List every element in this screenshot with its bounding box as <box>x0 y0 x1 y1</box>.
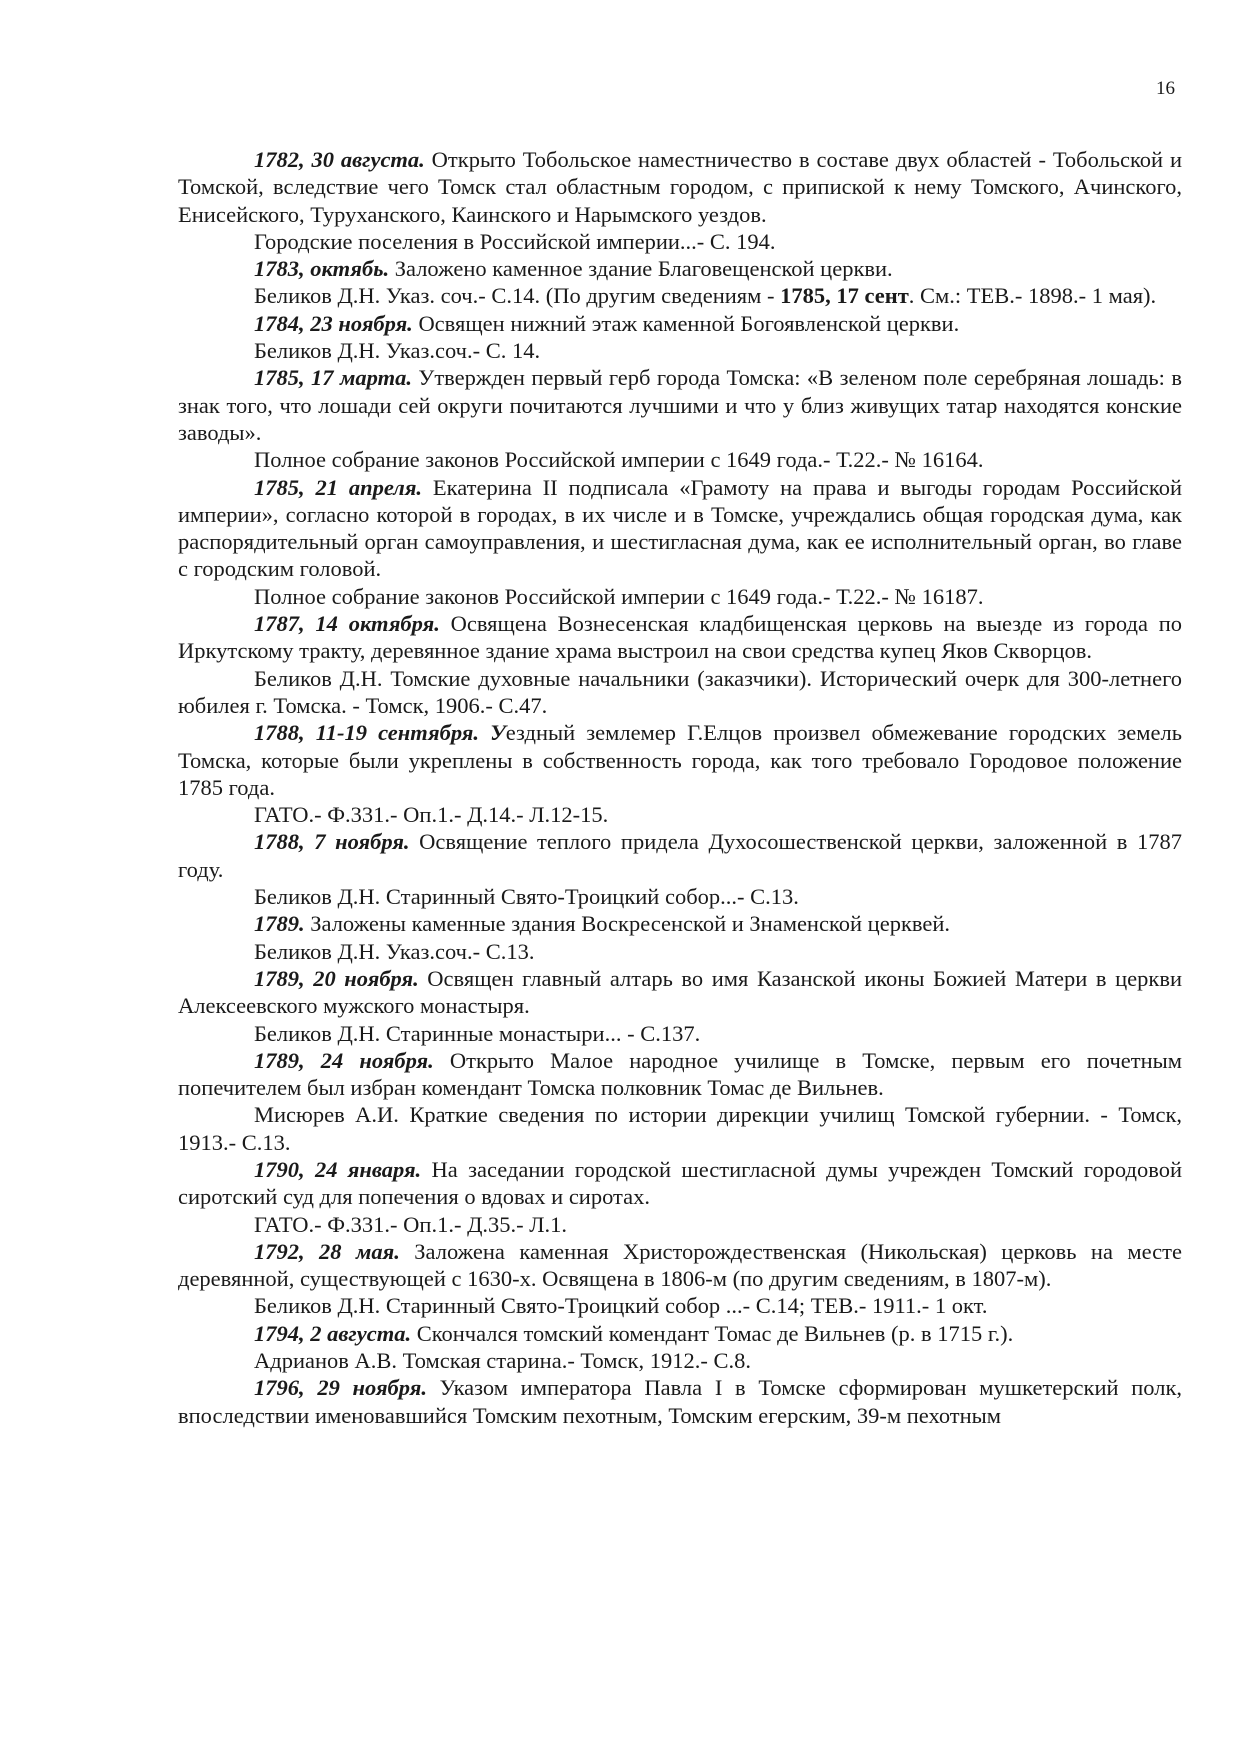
citation-text: Полное собрание законов Российской империи с 1649 года.- Т.22.- № 16164. <box>254 447 984 473</box>
source-citation <box>178 1292 1182 1319</box>
chronicle-entry <box>178 1238 1182 1293</box>
entry-date: 1796, 29 ноября. <box>254 1375 427 1401</box>
chronicle-entry <box>178 910 1182 937</box>
entry-text: Открыто Малое народное училище в Томске, первым его почетным попечителем был избран комендант Томска полковник Томас де Вильнев. <box>178 1047 1182 1101</box>
entry-text: Заложено каменное здание Благовещенской церкви. <box>389 256 893 282</box>
entry-date: 1789, 24 ноября. <box>254 1047 434 1073</box>
chronicle-entry <box>178 364 1182 446</box>
citation-text: Адрианов А.В. Томская старина.- Томск, 1912.- С.8. <box>254 1348 751 1374</box>
citation-text: Беликов Д.Н. Старинные монастыри... - С.137. <box>254 1020 701 1046</box>
citation-text: Полное собрание законов Российской империи с 1649 года.- Т.22.- № 16187. <box>254 583 984 609</box>
entry-date: 1782, 30 августа. <box>254 147 425 172</box>
chronicle-entry <box>178 1156 1182 1211</box>
citation-text: Беликов Д.Н. Старинный Свято-Троицкий собор ...- С.14; ТЕВ.- 1911.- 1 окт. <box>254 1293 988 1319</box>
entry-text: Заложены каменные здания Воскресенской и Знаменской церквей. <box>304 911 951 937</box>
source-citation <box>178 583 1182 610</box>
page-number: 16 <box>1156 78 1175 99</box>
citation-text: Беликов Д.Н. Указ.соч.- С. 14. <box>254 338 541 364</box>
citation-text: Беликов Д.Н. Старинный Свято-Троицкий собор...- С.13. <box>254 884 799 910</box>
source-citation <box>178 282 1182 309</box>
entry-date: 1785, 17 марта. <box>254 365 412 391</box>
entry-text: Открыто Тобольское наместничество в составе двух областей - Тобольской и Томской, вследствие чего Томск стал областным городом, с припиской к нему Томского, Ачинского, Енисейского, Туруханского, Каинского и Нарымского уездов. <box>178 147 1182 227</box>
source-citation <box>178 801 1182 828</box>
source-citation <box>178 1020 1182 1047</box>
chronicle-entry <box>178 719 1182 801</box>
entry-text: Освящен главный алтарь во имя Казанской иконы Божией Матери в церкви Алексеевского мужского монастыря. <box>178 965 1182 1019</box>
chronicle-entry <box>178 828 1182 883</box>
entry-date: 1789. <box>254 911 305 937</box>
citation-text: ГАТО.- Ф.331.- Оп.1.- Д.14.- Л.12-15. <box>254 802 609 828</box>
source-citation <box>178 938 1182 965</box>
citation-text: Городские поселения в Российской империи...- С. 194. <box>254 228 776 254</box>
entry-date: 1794, 2 августа. <box>254 1320 412 1346</box>
entry-text: Скончался томский комендант Томас де Вильнев (р. в 1715 г.). <box>411 1320 1014 1346</box>
source-citation <box>178 1101 1182 1156</box>
entry-text: Указом императора Павла I в Томске сформирован мушкетерский полк, впоследствии именовавшийся Томским пехотным, Томским егерским, 39-м пехотным <box>178 1375 1182 1428</box>
entry-text: Заложена каменная Христорождественская (Никольская) церковь на месте деревянной, существующей с 1630-х. Освящена в 1806-м (по другим сведениям, в 1807-м). <box>178 1238 1182 1292</box>
chronicle-entry <box>178 610 1182 665</box>
source-citation <box>178 1347 1182 1374</box>
entry-text: ездный землемер Г.Елцов произвел обмежевание городских земель Томска, которые были укреплены в собственность города, как того требовало Городовое положение 1785 года. <box>178 720 1182 800</box>
chronicle-text <box>178 146 1182 1429</box>
entry-date: 1788, 11-19 сентября. У <box>254 720 506 746</box>
entry-date: 1788, 7 ноября. <box>254 829 410 855</box>
entry-text: Освящен нижний этаж каменной Богоявленской церкви. <box>412 310 960 336</box>
entry-date: 1785, 21 апреля. <box>254 474 423 500</box>
entry-date: 1784, 23 ноября. <box>254 310 413 336</box>
entry-text: Освящена Вознесенская кладбищенская церковь на выезде из города по Иркутскому тракту, деревянное здание храма выстроил на свои средства купец Яков Скворцов. <box>178 611 1183 664</box>
source-citation <box>178 228 1182 255</box>
citation-text: Беликов Д.Н. Указ. соч.- С.14. (По другим сведениям - <box>254 283 781 309</box>
source-citation <box>178 337 1182 364</box>
citation-bold-date: 1785, 17 сент <box>780 283 909 309</box>
chronicle-entry <box>178 255 1182 282</box>
citation-text: Беликов Д.Н. Томские духовные начальники (заказчики). Исторический очерк для 300-летнего юбилея г. Томска. - Томск, 1906.- С.47. <box>178 665 1182 718</box>
source-citation <box>178 446 1182 473</box>
citation-text: ГАТО.- Ф.331.- Оп.1.- Д.35.- Л.1. <box>254 1211 568 1237</box>
source-citation <box>178 883 1182 910</box>
entry-date: 1789, 20 ноября. <box>254 965 419 991</box>
chronicle-entry <box>178 310 1182 337</box>
chronicle-entry <box>178 1047 1182 1102</box>
entry-text: Утвержден первый герб города Томска: «В зеленом поле серебряная лошадь: в знак того, что лошади сей округи почитаются лучшими и что у близ живущих татар находятся конские заводы». <box>178 365 1182 445</box>
entry-date: 1783, октябь. <box>254 256 390 282</box>
entry-text: На заседании городской шестигласной думы учрежден Томский городовой сиротский суд для попечения о вдовах и сиротах. <box>178 1156 1182 1210</box>
entry-text: Екатерина II подписала «Грамоту на права и выгоды городам Российской империи», согласно которой в городах, в их числе и в Томске, учреждались общая городская дума, как распорядительный орган самоуправления, и шестигласная дума, как ее исполнительный орган, во главе с городским головой. <box>178 474 1182 582</box>
chronicle-entry <box>178 146 1182 228</box>
entry-date: 1792, 28 мая. <box>254 1238 400 1264</box>
entry-text: Освящение теплого придела Духосошественской церкви, заложенной в 1787 году. <box>178 829 1182 882</box>
source-citation <box>178 1211 1182 1238</box>
citation-text: Беликов Д.Н. Указ.соч.- С.13. <box>254 938 535 964</box>
source-citation <box>178 665 1182 720</box>
chronicle-entry <box>178 1374 1182 1429</box>
entry-date: 1787, 14 октября. <box>254 611 440 637</box>
chronicle-entry <box>178 965 1182 1020</box>
citation-text-after: . См.: ТЕВ.- 1898.- 1 мая). <box>908 283 1157 309</box>
chronicle-entry <box>178 1320 1182 1347</box>
entry-date: 1790, 24 января. <box>254 1156 422 1182</box>
chronicle-entry <box>178 474 1182 583</box>
citation-text: Мисюрев А.И. Краткие сведения по истории дирекции училищ Томской губернии. - Томск, 1913.- С.13. <box>178 1102 1182 1155</box>
